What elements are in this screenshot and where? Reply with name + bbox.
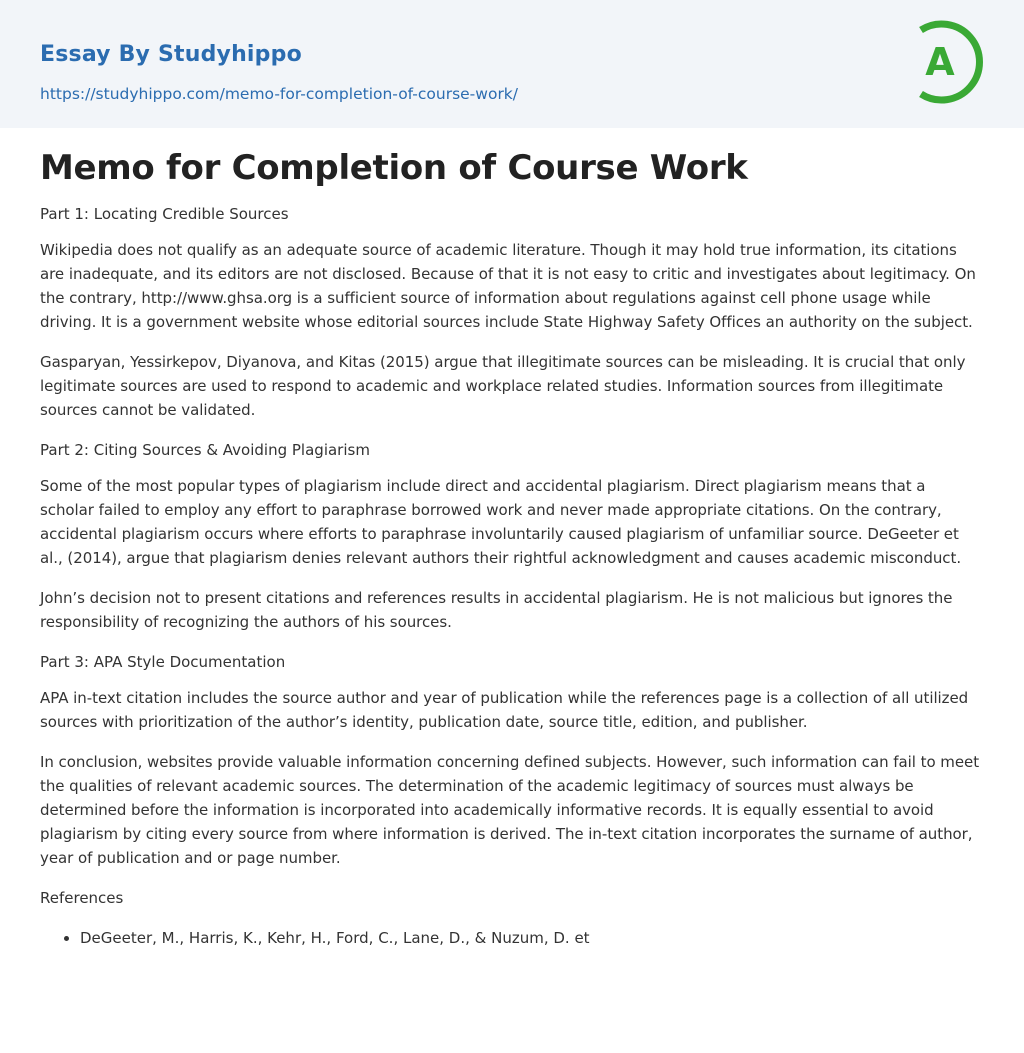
references-list bbox=[40, 926, 984, 950]
reference-item: • DeGeeter, M., Harris, K., Kehr, H., Ford, C., Lane, D., & Nuzum, D. et bbox=[80, 926, 984, 950]
references-heading: References bbox=[40, 889, 124, 907]
source-url-link[interactable]: https://studyhippo.com/memo-for-completion-of-course-work/ bbox=[40, 85, 519, 103]
paragraph-4: John’s decision not to present citations and references results in accidental plagiarism. He is not malicious but ignores the responsibility of recognizing the authors of his sources. bbox=[40, 589, 953, 631]
paragraph-3: Some of the most popular types of plagiarism include direct and accidental plagiarism. Direct plagiarism means that a scholar failed to employ any effort to paraphrase borrowed work and never made appropriate citations. On the contrary, accidental plagiarism occurs where efforts to paraphrase involuntarily caused plagiarism of unfamiliar source. DeGeeter et al., (2014), argue that plagiarism denies relevant authors their rightful acknowledgment and causes academic misconduct. bbox=[40, 477, 962, 567]
site-header bbox=[0, 0, 1024, 128]
part-3-heading: Part 3: APA Style Documentation bbox=[40, 653, 286, 671]
paragraph-2: Gasparyan, Yessirkepov, Diyanova, and Kitas (2015) argue that illegitimate sources can be misleading. It is crucial that only legitimate sources are used to respond to academic and workplace related studies. Information sources from illegitimate sources cannot be validated. bbox=[40, 353, 966, 419]
studyhippo-logo-icon[interactable] bbox=[911, 18, 987, 106]
brand-title[interactable]: Essay By Studyhippo bbox=[40, 42, 302, 67]
paragraph-6: In conclusion, websites provide valuable information concerning defined subjects. However, such information can fail to meet the qualities of relevant academic sources. The determination of the academic legitimacy of sources must always be determined before the information is incorporated into academically informative records. It is equally essential to avoid plagiarism by citing every source from where information is derived. The in-text citation incorporates the surname of author, year of publication and or page number. bbox=[40, 753, 980, 867]
part-2-heading: Part 2: Citing Sources & Avoiding Plagiarism bbox=[40, 441, 370, 459]
essay-content bbox=[40, 146, 984, 950]
paragraph-1: Wikipedia does not qualify as an adequate source of academic literature. Though it may hold true information, its citations are inadequate, and its editors are not disclosed. Because of that it is not easy to critic and investigates about legitimacy. On the contrary, http://www.ghsa.org is a sufficient source of information about regulations against cell phone usage while driving. It is a government website whose editorial sources include State Highway Safety Offices an authority on the subject. bbox=[40, 241, 976, 331]
logo-letter: A bbox=[925, 40, 955, 84]
page-title: Memo for Completion of Course Work bbox=[40, 148, 748, 188]
part-1-heading: Part 1: Locating Credible Sources bbox=[40, 205, 289, 223]
paragraph-5: APA in-text citation includes the source author and year of publication while the references page is a collection of all utilized sources with prioritization of the author’s identity, publication date, source title, edition, and publisher. bbox=[40, 689, 969, 731]
